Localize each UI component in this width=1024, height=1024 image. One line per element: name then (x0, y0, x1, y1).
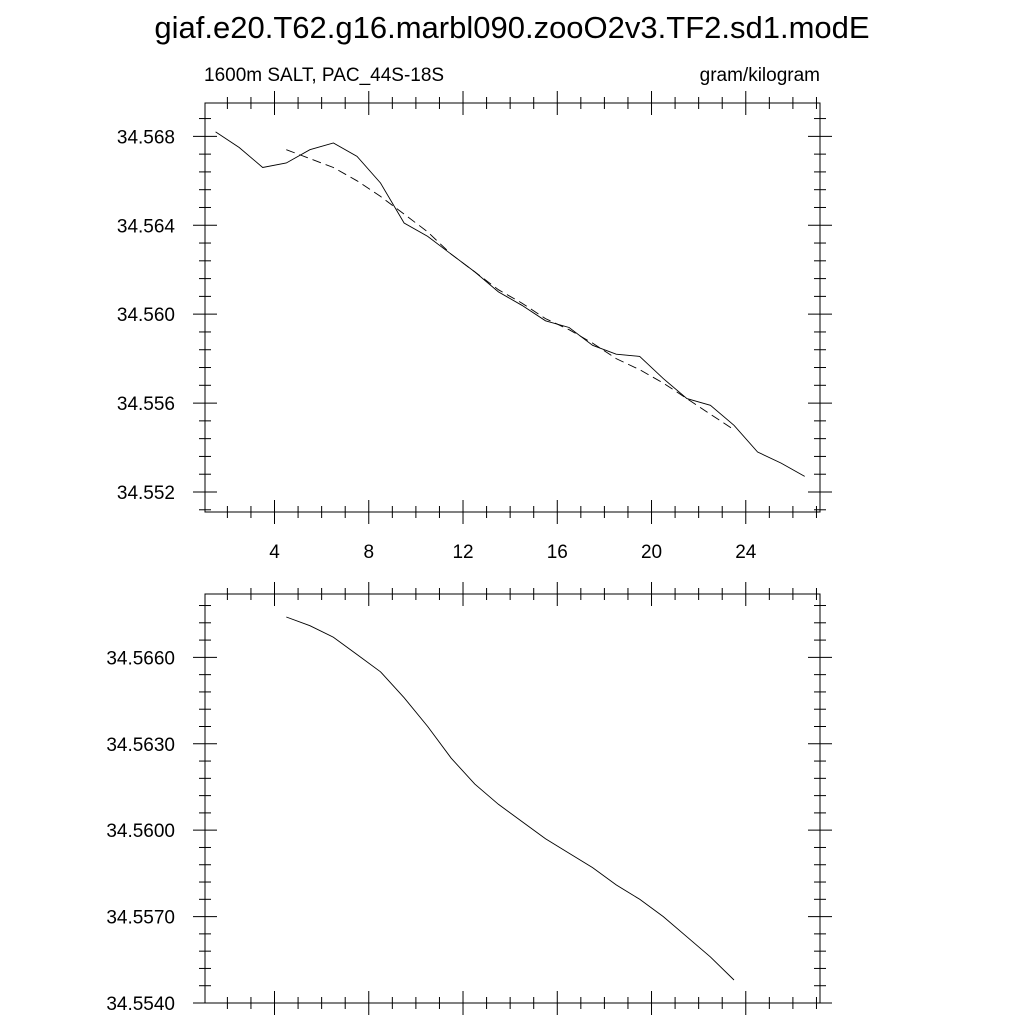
y-tick-label: 34.552 (116, 482, 175, 504)
x-tick-label: 8 (363, 542, 375, 563)
y-tick-label: 34.556 (116, 394, 175, 416)
smoothed-series-line (286, 150, 734, 430)
x-tick-label: 16 (546, 542, 568, 563)
x-tick-label: 12 (452, 542, 474, 563)
top-panel (117, 91, 832, 563)
y-tick-label: 34.5660 (106, 648, 175, 670)
x-tick-label: 24 (735, 542, 757, 563)
y-tick-label: 34.5600 (106, 821, 175, 843)
units-subtitle: gram/kilogram (699, 65, 820, 86)
x-tick-label: 4 (269, 542, 280, 563)
y-tick-label: 34.564 (116, 216, 175, 238)
plot-frame (205, 103, 820, 512)
x-tick-label: 20 (640, 542, 663, 563)
y-tick-label: 34.5630 (106, 734, 175, 756)
plot-frame (205, 594, 820, 1003)
series-line (286, 617, 734, 980)
y-tick-label: 34.5540 (106, 994, 175, 1015)
y-tick-label: 34.568 (116, 127, 175, 149)
variable-subtitle: 1600m SALT, PAC_44S-18S (204, 65, 445, 86)
y-tick-label: 34.5570 (106, 907, 175, 929)
bottom-panel (106, 582, 832, 1015)
y-tick-label: 34.560 (116, 305, 175, 327)
series-line (216, 132, 805, 477)
chart-title: giaf.e20.T62.g16.marbl090.zooO2v3.TF2.sd1.modE (154, 10, 870, 45)
